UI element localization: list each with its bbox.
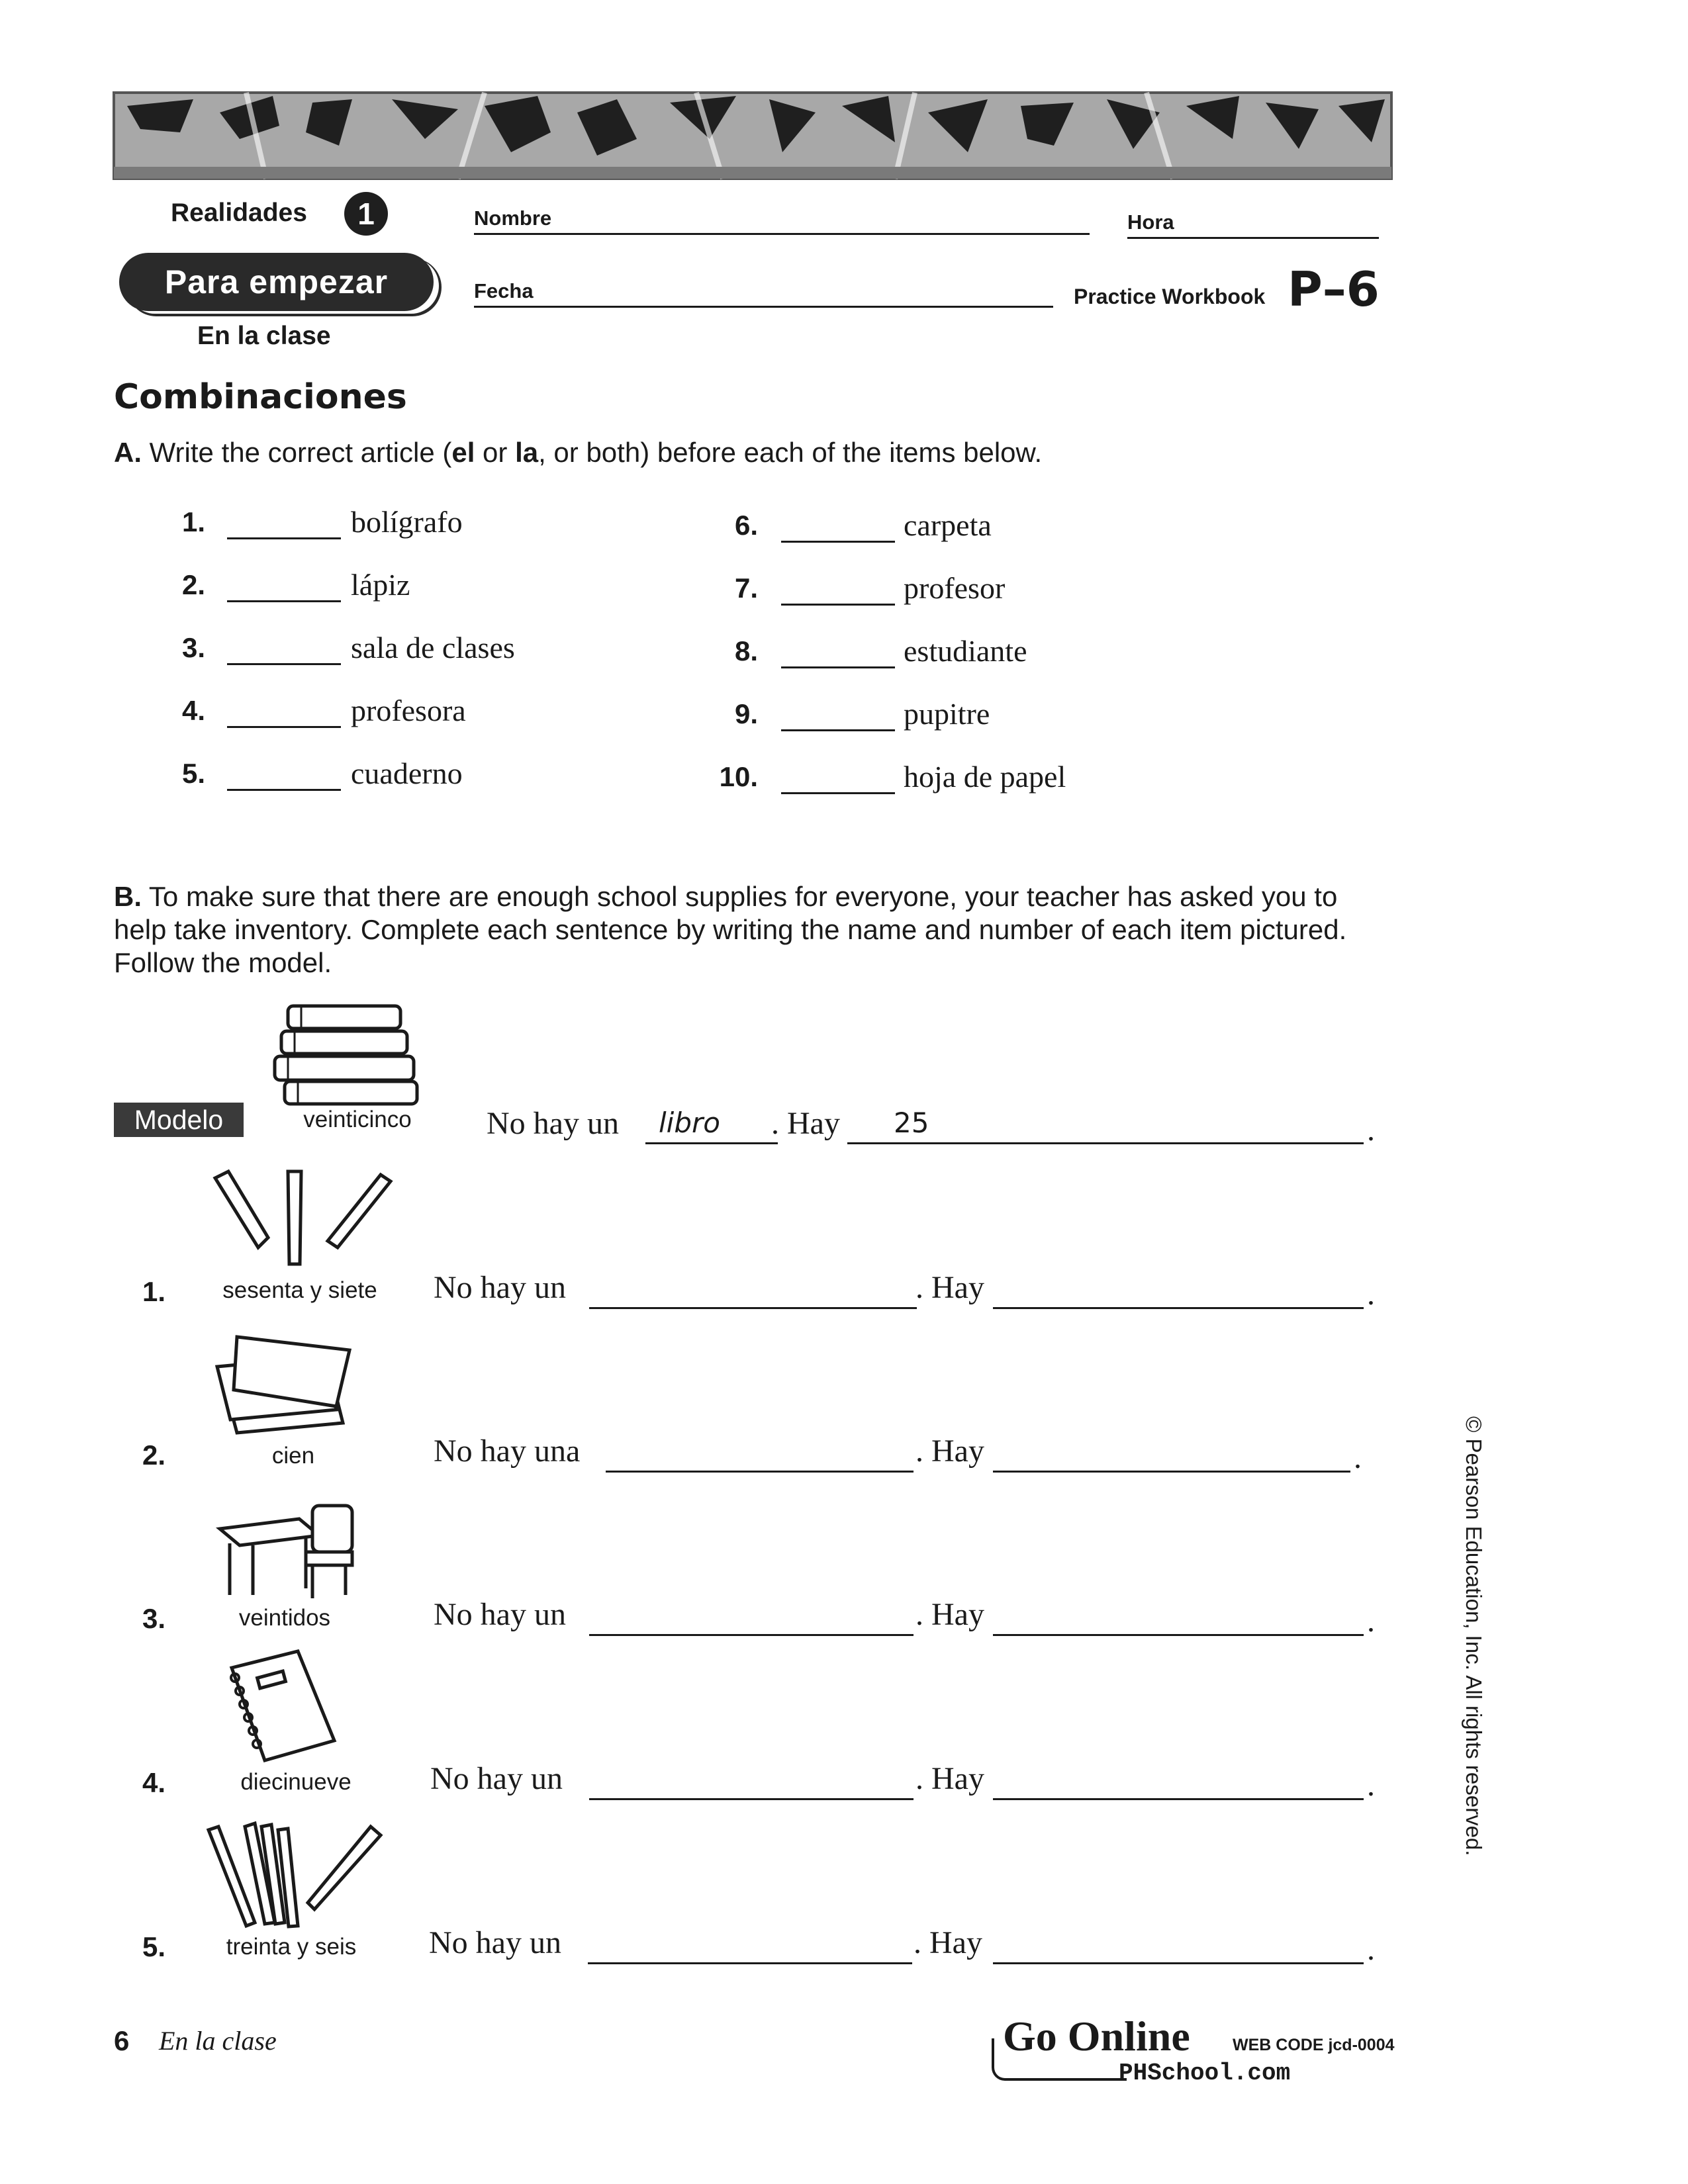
pencils-icon <box>199 1817 384 1936</box>
part-a-answer-blank[interactable] <box>227 600 341 602</box>
workbook-label: Practice Workbook <box>1074 285 1266 308</box>
model-hay: . Hay <box>771 1106 840 1141</box>
part-b-item-prefix: No hay un <box>430 1761 563 1796</box>
part-b-item-number: 3. <box>142 1603 166 1634</box>
phschool-link[interactable]: PHSchool.com <box>1119 2060 1291 2087</box>
article-el: el <box>451 437 475 468</box>
go-online-logo: Go Online <box>1003 2013 1190 2060</box>
part-b-number-blank[interactable] <box>993 1634 1364 1636</box>
part-a-item-number: 8. <box>734 635 758 666</box>
part-a-answer-blank[interactable] <box>227 537 341 539</box>
part-a-item-word: pupitre <box>904 697 990 731</box>
date-field[interactable] <box>474 306 1053 308</box>
part-b-number-blank[interactable] <box>993 1471 1350 1473</box>
part-b-period: . <box>1367 1932 1375 1967</box>
notebook-icon <box>218 1648 344 1767</box>
part-b-item-number: 4. <box>142 1767 166 1798</box>
part-b-item-prefix: No hay un <box>434 1270 566 1305</box>
section-title: Combinaciones <box>114 377 407 417</box>
part-b-item-number: 5. <box>142 1931 166 1962</box>
model-number-line <box>847 1142 1364 1144</box>
chapter-subtitle: En la clase <box>197 322 331 350</box>
part-a-item-number: 10. <box>719 761 758 792</box>
part-a-item-number: 9. <box>734 698 758 729</box>
part-a-answer-blank[interactable] <box>781 604 895 606</box>
part-a-item-word: profesora <box>351 694 466 727</box>
pens-icon <box>209 1165 394 1271</box>
model-period: . <box>1367 1113 1375 1148</box>
part-b-noun-blank[interactable] <box>589 1307 917 1309</box>
part-b-item-hay: . Hay <box>915 1597 984 1632</box>
part-a-item-number: 7. <box>734 572 758 604</box>
part-b-noun-blank[interactable] <box>589 1798 914 1800</box>
series-title: Realidades <box>171 199 307 227</box>
part-a-item-number: 5. <box>181 758 205 789</box>
part-a-answer-blank[interactable] <box>781 792 895 794</box>
desk-icon <box>213 1496 359 1602</box>
page-number: 6 <box>114 2025 130 2056</box>
part-b-instruction <box>114 880 1385 979</box>
part-a-item-number: 1. <box>181 506 205 537</box>
part-a-instruction <box>114 437 1042 469</box>
part-a-letter: A. <box>114 437 142 468</box>
part-a-item-number: 4. <box>181 695 205 726</box>
name-field[interactable] <box>474 233 1090 235</box>
part-b-item-caption: cien <box>271 1443 315 1469</box>
part-a-item-word: estudiante <box>904 634 1027 668</box>
part-b-letter: B. <box>114 881 142 912</box>
part-a-item-word: bolígrafo <box>351 505 463 539</box>
model-noun-line <box>645 1142 778 1144</box>
name-label: Nombre <box>474 206 552 230</box>
workbook-code: P–6 <box>1288 261 1380 317</box>
part-b-item-hay: . Hay <box>915 1433 984 1469</box>
part-b-text: To make sure that there are enough school supplies for everyone, your teacher has asked you to help take inventory. Complete each sentence by writing the name and number of each item pictured. Follow the model. <box>114 881 1347 978</box>
part-a-text-3: , or both) before each of the items below. <box>538 437 1043 468</box>
part-a-item-word: profesor <box>904 571 1006 605</box>
part-b-item-caption: sesenta y siete <box>222 1277 377 1303</box>
part-a-answer-blank[interactable] <box>227 726 341 728</box>
part-a-item-word: cuaderno <box>351 756 463 790</box>
part-b-period: . <box>1367 1768 1375 1803</box>
part-a-item-word: sala de clases <box>351 631 515 664</box>
article-la: la <box>515 437 539 468</box>
part-a-answer-blank[interactable] <box>227 663 341 665</box>
model-answer-noun: libro <box>659 1107 720 1139</box>
part-a-answer-blank[interactable] <box>227 789 341 791</box>
part-a-item-word: carpeta <box>904 508 992 542</box>
part-b-item-prefix: No hay un <box>434 1597 566 1632</box>
part-a-item-number: 3. <box>181 632 205 663</box>
part-a-answer-blank[interactable] <box>781 541 895 543</box>
part-a-item-number: 2. <box>181 569 205 600</box>
part-a-item-number: 6. <box>734 510 758 541</box>
model-prefix: No hay un <box>487 1106 619 1141</box>
web-code: WEB CODE jcd-0004 <box>1233 2036 1395 2054</box>
part-b-noun-blank[interactable] <box>588 1962 912 1964</box>
part-a-item-word: hoja de papel <box>904 760 1066 794</box>
part-a-text-1: Write the correct article ( <box>149 437 452 468</box>
part-a-text-2: or <box>475 437 516 468</box>
copyright-notice: © Pearson Education, Inc. All rights reserved. <box>1462 1416 1486 1856</box>
level-badge: 1 <box>344 192 388 236</box>
part-b-item-number: 1. <box>142 1276 166 1307</box>
part-a-answer-blank[interactable] <box>781 666 895 668</box>
part-b-item-hay: . Hay <box>915 1761 984 1796</box>
date-label: Fecha <box>474 279 534 302</box>
model-answer-number: 25 <box>894 1107 929 1139</box>
part-b-item-prefix: No hay un <box>429 1925 561 1960</box>
part-b-number-blank[interactable] <box>993 1307 1364 1309</box>
model-label: Modelo <box>114 1103 244 1137</box>
part-b-period: . <box>1354 1440 1362 1475</box>
books-icon <box>275 999 427 1105</box>
part-a-answer-blank[interactable] <box>781 729 895 731</box>
model-caption: veinticinco <box>303 1107 412 1132</box>
decorative-banner <box>114 93 1391 179</box>
part-b-item-caption: veintidos <box>238 1605 331 1631</box>
part-b-number-blank[interactable] <box>993 1962 1364 1964</box>
part-b-item-hay: . Hay <box>914 1925 982 1960</box>
chapter-pill: Para empezar <box>119 253 434 311</box>
part-b-item-number: 2. <box>142 1439 166 1471</box>
part-b-number-blank[interactable] <box>993 1798 1364 1800</box>
hour-label: Hora <box>1127 210 1174 234</box>
part-b-noun-blank[interactable] <box>589 1634 914 1636</box>
footer-title: En la clase <box>159 2026 277 2056</box>
paper-sheets-icon <box>211 1330 356 1436</box>
part-b-item-hay: . Hay <box>915 1270 984 1305</box>
part-b-item-caption: treinta y seis <box>226 1934 357 1960</box>
part-a-item-word: lápiz <box>351 568 410 602</box>
part-b-period: . <box>1367 1604 1375 1639</box>
part-b-item-caption: diecinueve <box>240 1769 352 1795</box>
hour-field[interactable] <box>1127 237 1379 239</box>
part-b-noun-blank[interactable] <box>606 1471 914 1473</box>
part-b-period: . <box>1367 1277 1375 1312</box>
part-b-item-prefix: No hay una <box>434 1433 581 1469</box>
